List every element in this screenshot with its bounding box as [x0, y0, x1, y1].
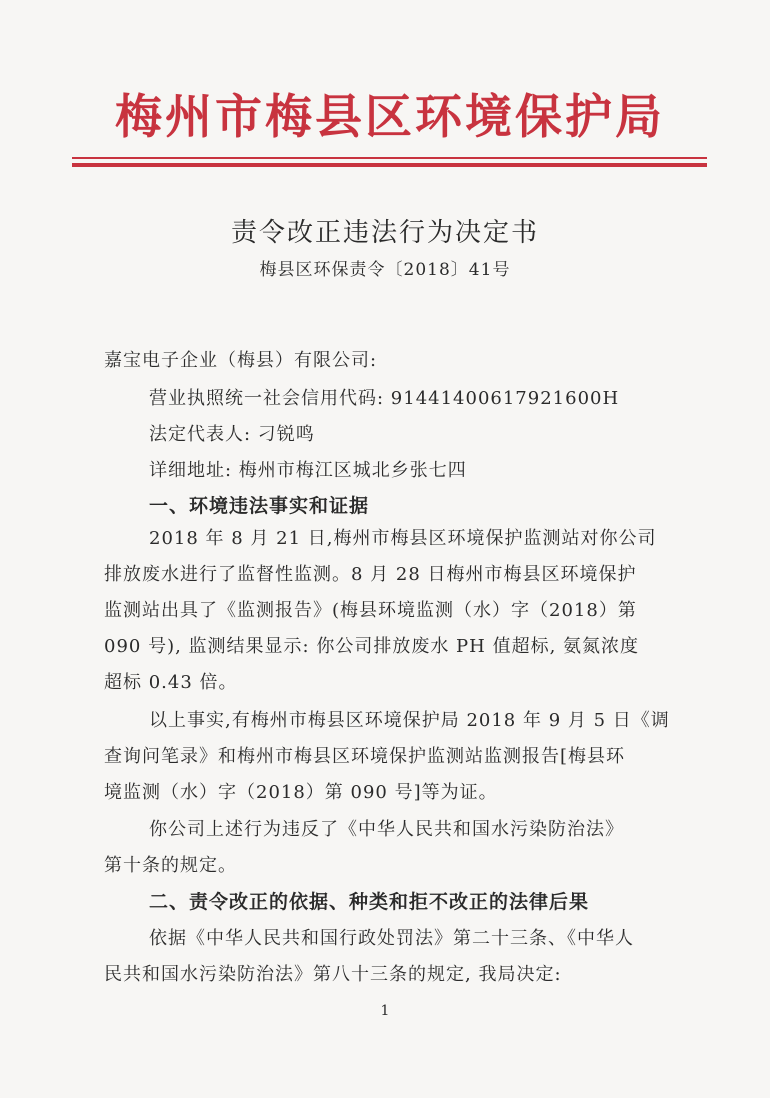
body-line: 超标 0.43 倍。 [104, 672, 238, 693]
section-heading-2: 二、责令改正的依据、种类和拒不改正的法律后果 [149, 891, 590, 913]
section-heading-1: 一、环境违法事实和证据 [149, 495, 370, 517]
body-line: 第十条的规定。 [104, 855, 237, 876]
masthead-rule-thin [72, 157, 707, 159]
credit-code: 营业执照统一社会信用代码: 91441400617921600H [149, 388, 620, 409]
body-line: 民共和国水污染防治法》第八十三条的规定, 我局决定: [104, 964, 562, 985]
body-line: 你公司上述行为违反了《中华人民共和国水污染防治法》 [149, 819, 624, 840]
body-line: 监测站出具了《监测报告》(梅县环境监测（水）字（2018）第 [104, 600, 637, 621]
body-line: 依据《中华人民共和国行政处罚法》第二十三条、《中华人 [149, 928, 634, 949]
recipient-name: 嘉宝电子企业（梅县）有限公司: [104, 350, 378, 371]
legal-representative: 法定代表人: 刁锐鸣 [149, 424, 315, 445]
body-line: 查询问笔录》和梅州市梅县区环境保护监测站监测报告[梅县环 [104, 746, 626, 767]
body-line: 以上事实,有梅州市梅县区环境保护局 2018 年 9 月 5 日《调 [149, 710, 670, 731]
body-line: 090 号), 监测结果显示: 你公司排放废水 PH 值超标, 氨氮浓度 [104, 636, 640, 657]
document-number: 梅县区环保责令〔2018〕41号 [259, 260, 511, 280]
address: 详细地址: 梅州市梅江区城北乡张七四 [149, 460, 467, 481]
masthead-rule-thick [72, 163, 707, 167]
body-line: 2018 年 8 月 21 日,梅州市梅县区环境保护监测站对你公司 [149, 528, 657, 549]
page-number: 1 [380, 1003, 390, 1019]
body-line: 境监测（水）字（2018）第 090 号]等为证。 [104, 782, 498, 803]
document-title: 责令改正违法行为决定书 [230, 218, 539, 248]
agency-masthead: 梅州市梅县区环境保护局 [115, 90, 665, 145]
body-line: 排放废水进行了监督性监测。8 月 28 日梅州市梅县区环境保护 [104, 564, 637, 585]
